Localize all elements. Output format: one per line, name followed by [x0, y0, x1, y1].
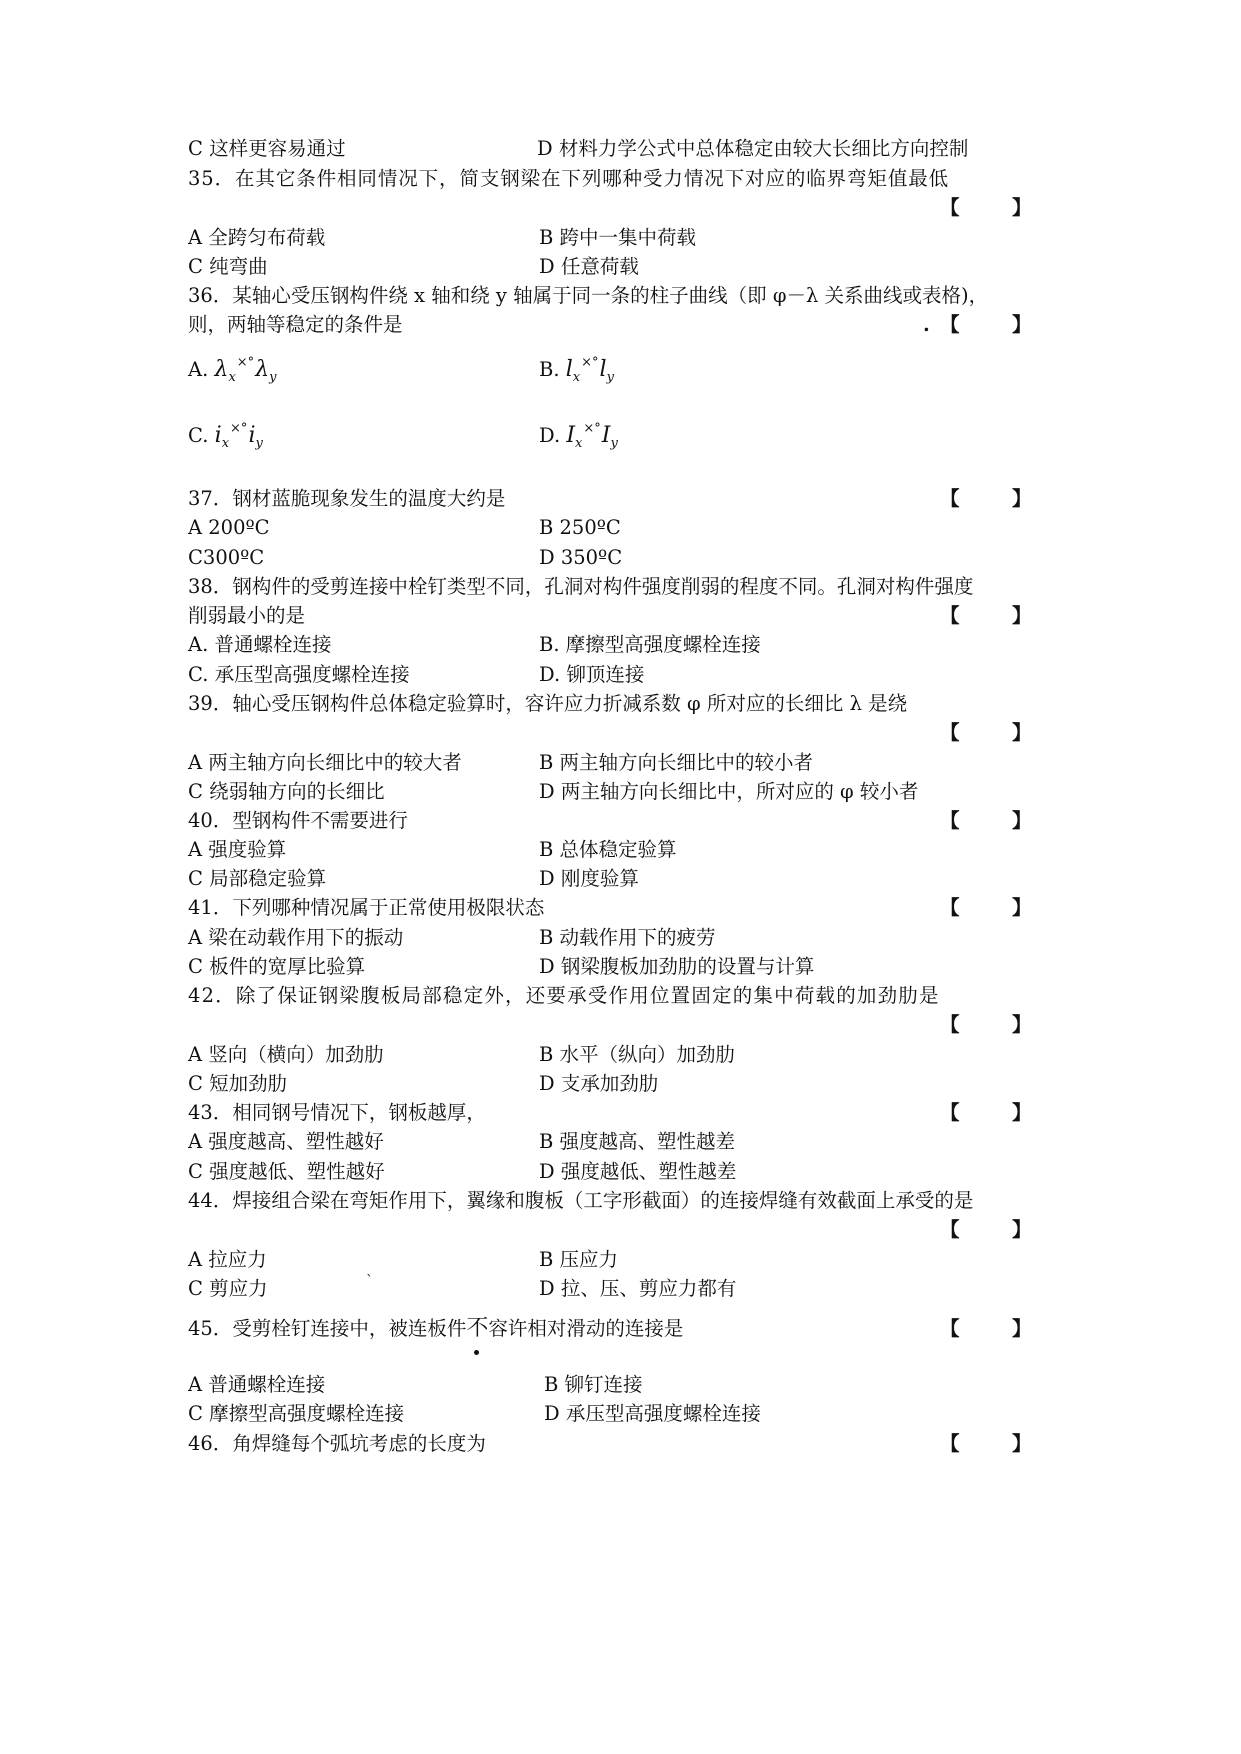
- bracket-left: 【: [940, 487, 960, 510]
- garbled-symbol: ×°: [236, 355, 255, 370]
- bracket-left: 【: [940, 1432, 960, 1455]
- question-text: 43．相同钢号情况下，钢板越厚，: [188, 1101, 486, 1124]
- option-c: C 板件的宽厚比验算: [188, 955, 366, 978]
- bracket-left: 【: [940, 196, 960, 219]
- option-a: A 强度越高、塑性越好: [188, 1130, 384, 1153]
- question-36-cont: [188, 310, 1058, 340]
- q45-options-ab: [188, 1370, 1058, 1400]
- option-a: A 200ºC: [188, 516, 270, 539]
- option-a: A 竖向（横向）加劲肋: [188, 1043, 384, 1066]
- question-text: 44．焊接组合梁在弯矩作用下，翼缘和腹板（工字形截面）的连接焊缝有效截面上承受的是: [188, 1189, 974, 1212]
- option-b: B 两主轴方向长细比中的较小者: [539, 751, 814, 774]
- bracket-right: 】: [1012, 196, 1032, 219]
- option-b: B 水平（纵向）加劲肋: [539, 1043, 736, 1066]
- question-35: [188, 164, 1058, 194]
- q41-options-ab: [188, 923, 1058, 953]
- option-c: [188, 418, 263, 462]
- option-c: C 强度越低、塑性越好: [188, 1160, 385, 1183]
- q42-options-cd: [188, 1069, 1058, 1099]
- option-d: D 支承加劲肋: [539, 1072, 659, 1095]
- option-c: C 局部稳定验算: [188, 867, 327, 890]
- q43-options-cd: [188, 1157, 1058, 1187]
- option-c: C 剪应力: [188, 1277, 268, 1300]
- option-d: D. 铆顶连接: [539, 663, 645, 686]
- option-b: B 总体稳定验算: [539, 838, 677, 861]
- option-c: C 摩擦型高强度螺栓连接: [188, 1402, 405, 1425]
- option-b: B 铆钉连接: [544, 1373, 643, 1396]
- option-b: B 动载作用下的疲劳: [539, 926, 716, 949]
- question-43: [188, 1098, 1058, 1128]
- q38-options-cd: [188, 660, 1058, 690]
- option-d: [539, 418, 618, 462]
- option-c: C 纯弯曲: [188, 255, 268, 278]
- answer-bracket-row: [188, 1215, 1058, 1245]
- stray-mark: `: [366, 1273, 373, 1289]
- answer-bracket-row: [188, 193, 1058, 223]
- question-46: [188, 1429, 1058, 1459]
- question-text: 38．钢构件的受剪连接中栓钉类型不同，孔洞对构件强度削弱的程度不同。孔洞对构件强度: [188, 575, 974, 598]
- question-45: [188, 1314, 1058, 1344]
- bracket-right: 】: [1012, 721, 1032, 744]
- emphasized-word: 不: [466, 1316, 488, 1341]
- bracket-right: 】: [1012, 896, 1032, 919]
- q44-options-ab: [188, 1245, 1058, 1275]
- q37-options-cd: [188, 543, 1058, 573]
- garbled-symbol: ×°: [230, 421, 248, 436]
- question-text: [188, 1314, 683, 1344]
- option-label: A.: [188, 358, 209, 381]
- option-b: [539, 352, 614, 396]
- q38-options-ab: [188, 630, 1058, 660]
- option-d: D 承压型高强度螺栓连接: [544, 1402, 761, 1425]
- question-text: 41．下列哪种情况属于正常使用极限状态: [188, 896, 545, 919]
- q37-options-ab: [188, 513, 1058, 543]
- option-b: B 跨中一集中荷载: [539, 226, 697, 249]
- question-38: [188, 572, 1058, 602]
- question-41: [188, 893, 1058, 923]
- question-text: 42．除了保证钢梁腹板局部稳定外，还要承受作用位置固定的集中荷载的加劲肋是: [188, 984, 940, 1007]
- q42-options-ab: [188, 1040, 1058, 1070]
- question-44: [188, 1186, 1058, 1216]
- bracket-right: 】: [1012, 1013, 1032, 1036]
- option-b: B 250ºC: [539, 516, 621, 539]
- option-label: D.: [539, 424, 561, 447]
- question-text: 削弱最小的是: [188, 604, 306, 627]
- q36-options-ab: [188, 352, 1058, 388]
- formula: $i_x^{\times^\circ}i_y$: [214, 421, 263, 451]
- option-a: A 全跨匀布荷载: [188, 226, 326, 249]
- option-d: D 材料力学公式中总体稳定由较大长细比方向控制: [537, 137, 969, 160]
- question-text: 35．在其它条件相同情况下，简支钢梁在下列哪种受力情况下对应的临界弯矩值最低: [188, 167, 950, 190]
- option-label: C.: [188, 424, 209, 447]
- bracket-right: 】: [1012, 604, 1032, 627]
- option-a: A 拉应力: [188, 1248, 267, 1271]
- option-d: D 任意荷载: [539, 255, 639, 278]
- q39-options-cd: [188, 777, 1058, 807]
- option-d: D 钢梁腹板加劲肋的设置与计算: [539, 955, 815, 978]
- option-d: D 拉、压、剪应力都有: [539, 1277, 737, 1300]
- bracket-left: 【: [940, 1218, 960, 1241]
- q40-options-cd: [188, 864, 1058, 894]
- question-text: 则，两轴等稳定的条件是: [188, 313, 403, 336]
- q45-options-cd: [188, 1399, 1058, 1429]
- bracket-right: 】: [1012, 1218, 1032, 1241]
- formula: $\lambda_x^{\times^\circ}\lambda_y$: [214, 355, 277, 385]
- question-text: 46．角焊缝每个弧坑考虑的长度为: [188, 1432, 486, 1455]
- bracket-left: 【: [940, 1101, 960, 1124]
- option-a: A 两主轴方向长细比中的较大者: [188, 751, 462, 774]
- question-42: [188, 981, 1058, 1011]
- option-d: D 强度越低、塑性越差: [539, 1160, 737, 1183]
- bracket-left: 【: [940, 313, 960, 336]
- formula: $l_x^{\times^\circ}l_y$: [565, 355, 614, 385]
- bracket-right: 】: [1012, 313, 1032, 336]
- bracket-right: 】: [1012, 809, 1032, 832]
- q34-options-cd: [188, 134, 1058, 164]
- q39-options-ab: [188, 748, 1058, 778]
- option-d: D 350ºC: [539, 546, 623, 569]
- option-c: C 短加劲肋: [188, 1072, 288, 1095]
- option-b: B. 摩擦型高强度螺栓连接: [539, 633, 761, 656]
- bracket-left: 【: [940, 809, 960, 832]
- option-c: C 这样更容易通过: [188, 137, 346, 160]
- answer-bracket-row: [188, 1010, 1058, 1040]
- question-39: [188, 689, 1058, 719]
- question-text-pre: 45．受剪栓钉连接中，被连板件: [188, 1317, 467, 1340]
- q35-options-cd: [188, 252, 1058, 282]
- formula: $I_x^{\times^\circ}I_y$: [566, 421, 618, 451]
- garbled-symbol: ×°: [583, 421, 601, 436]
- emphasis-dot: [474, 1350, 479, 1355]
- question-text: 40．型钢构件不需要进行: [188, 809, 408, 832]
- option-a: [188, 352, 277, 396]
- question-38-cont: [188, 601, 1058, 631]
- bracket-right: 】: [1012, 1432, 1032, 1455]
- q43-options-ab: [188, 1127, 1058, 1157]
- option-b: B 强度越高、塑性越差: [539, 1130, 736, 1153]
- bracket-left: 【: [940, 721, 960, 744]
- question-37: [188, 484, 1058, 514]
- bracket-left: 【: [940, 1013, 960, 1036]
- question-text: 36．某轴心受压钢构件绕 x 轴和绕 y 轴属于同一条的柱子曲线（即 φ－λ 关系曲线或表格)，: [188, 284, 989, 307]
- bracket-left: 【: [940, 1317, 960, 1340]
- option-d: D 刚度验算: [539, 867, 639, 890]
- q40-options-ab: [188, 835, 1058, 865]
- q36-options-cd: [188, 418, 1058, 454]
- bracket-right: 】: [1012, 1317, 1032, 1340]
- question-text-post: 容许相对滑动的连接是: [488, 1317, 684, 1340]
- q44-options-cd: [188, 1274, 1058, 1304]
- question-36: [188, 281, 1058, 311]
- option-a: A. 普通螺栓连接: [188, 633, 332, 656]
- bracket-right: 】: [1012, 1101, 1032, 1124]
- bracket-left: 【: [940, 604, 960, 627]
- option-a: A 强度验算: [188, 838, 287, 861]
- question-40: [188, 806, 1058, 836]
- bracket-left: 【: [940, 896, 960, 919]
- option-a: A 梁在动载作用下的振动: [188, 926, 404, 949]
- option-c: C 绕弱轴方向的长细比: [188, 780, 385, 803]
- question-text: 39．轴心受压钢构件总体稳定验算时，容许应力折减系数 φ 所对应的长细比 λ 是绕: [188, 692, 908, 715]
- period-mark: .: [923, 313, 930, 336]
- option-c: C300ºC: [188, 546, 265, 569]
- option-b: B 压应力: [539, 1248, 619, 1271]
- q35-options-ab: [188, 223, 1058, 253]
- bracket-right: 】: [1012, 487, 1032, 510]
- question-text: 37．钢材蓝脆现象发生的温度大约是: [188, 487, 506, 510]
- option-label: B.: [539, 358, 560, 381]
- q41-options-cd: [188, 952, 1058, 982]
- answer-bracket-row: [188, 718, 1058, 748]
- garbled-symbol: ×°: [581, 355, 599, 370]
- option-d: D 两主轴方向长细比中，所对应的 φ 较小者: [539, 780, 919, 803]
- option-a: A 普通螺栓连接: [188, 1373, 326, 1396]
- option-c: C. 承压型高强度螺栓连接: [188, 663, 410, 686]
